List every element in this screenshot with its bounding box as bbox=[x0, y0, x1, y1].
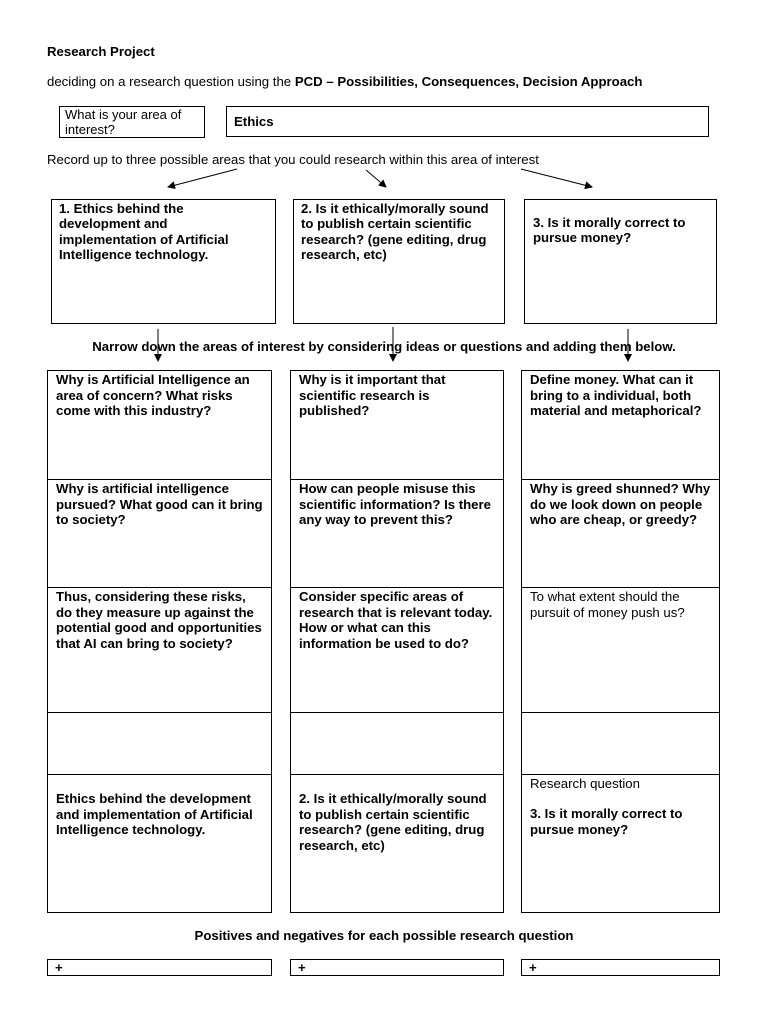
interest-label: What is your area of interest? bbox=[65, 107, 182, 137]
col2-question-1[interactable]: Why is it important that scientific research is published? bbox=[299, 372, 446, 419]
area-box-1[interactable] bbox=[51, 199, 276, 324]
col3-rq-label: Research question bbox=[530, 776, 640, 791]
intro-prefix: deciding on a research question using the bbox=[47, 74, 295, 89]
area-box-3[interactable] bbox=[524, 199, 717, 324]
positives-box-2[interactable] bbox=[290, 959, 504, 976]
area-text-3: 3. Is it morally correct to pursue money? bbox=[533, 215, 686, 246]
col2-question-4[interactable] bbox=[291, 713, 503, 774]
col3-question-3[interactable]: To what extent should the pursuit of money push us? bbox=[530, 589, 685, 620]
col2-rq-label bbox=[291, 775, 503, 791]
col1-final-question[interactable]: Ethics behind the development and implementation of Artificial Intelligence technology. bbox=[56, 791, 253, 838]
plus-label-3: + bbox=[529, 960, 537, 975]
interest-value: Ethics bbox=[234, 114, 274, 129]
col3-question-4[interactable] bbox=[522, 713, 719, 774]
narrow-instruction: Narrow down the areas of interest by considering ideas or questions and adding them below. bbox=[92, 339, 676, 354]
column-2 bbox=[290, 370, 504, 913]
column-1 bbox=[47, 370, 272, 913]
col2-question-3[interactable]: Consider specific areas of research that is relevant today. How or what can this information be used to do? bbox=[299, 589, 493, 651]
col1-rq-label bbox=[48, 775, 271, 791]
col1-question-2[interactable]: Why is artificial intelligence pursued? What good can it bring to society? bbox=[56, 481, 263, 528]
col3-question-2[interactable]: Why is greed shunned? Why do we look down on people who are cheap, or greedy? bbox=[530, 481, 711, 528]
positives-heading: Positives and negatives for each possible research question bbox=[194, 928, 574, 943]
area-text-2: 2. Is it ethically/morally sound to publish certain scientific research? (gene editing, drug research, etc) bbox=[301, 201, 489, 263]
plus-label-2: + bbox=[298, 960, 306, 975]
positives-box-3[interactable] bbox=[521, 959, 720, 976]
arrow-right bbox=[521, 169, 592, 187]
arrow-left bbox=[168, 169, 237, 187]
col3-final-question[interactable]: 3. Is it morally correct to pursue money? bbox=[530, 806, 683, 837]
area-text-1: 1. Ethics behind the development and implementation of Artificial Intelligence technology. bbox=[59, 201, 229, 263]
col1-question-3[interactable]: Thus, considering these risks, do they measure up against the potential good and opportunities that AI can bring to society? bbox=[56, 589, 262, 651]
column-3 bbox=[521, 370, 720, 913]
col2-final-question[interactable]: 2. Is it ethically/morally sound to publish certain scientific research? (gene editing, drug research, etc) bbox=[299, 791, 487, 853]
arrow-middle bbox=[366, 170, 386, 187]
plus-label-1: + bbox=[55, 960, 63, 975]
col1-question-1[interactable]: Why is Artificial Intelligence an area of concern? What risks come with this industry? bbox=[56, 372, 250, 419]
col3-question-1[interactable]: Define money. What can it bring to a individual, both material and metaphorical? bbox=[530, 372, 702, 419]
intro-bold: PCD – Possibilities, Consequences, Decision Approach bbox=[294, 74, 643, 89]
page-title: Research Project bbox=[47, 44, 155, 59]
col2-question-2[interactable]: How can people misuse this scientific information? Is there any way to prevent this? bbox=[299, 481, 491, 528]
col1-question-4[interactable] bbox=[48, 713, 271, 774]
record-instruction: Record up to three possible areas that you could research within this area of interest bbox=[47, 152, 539, 167]
positives-box-1[interactable] bbox=[47, 959, 272, 976]
area-box-2[interactable] bbox=[293, 199, 505, 324]
